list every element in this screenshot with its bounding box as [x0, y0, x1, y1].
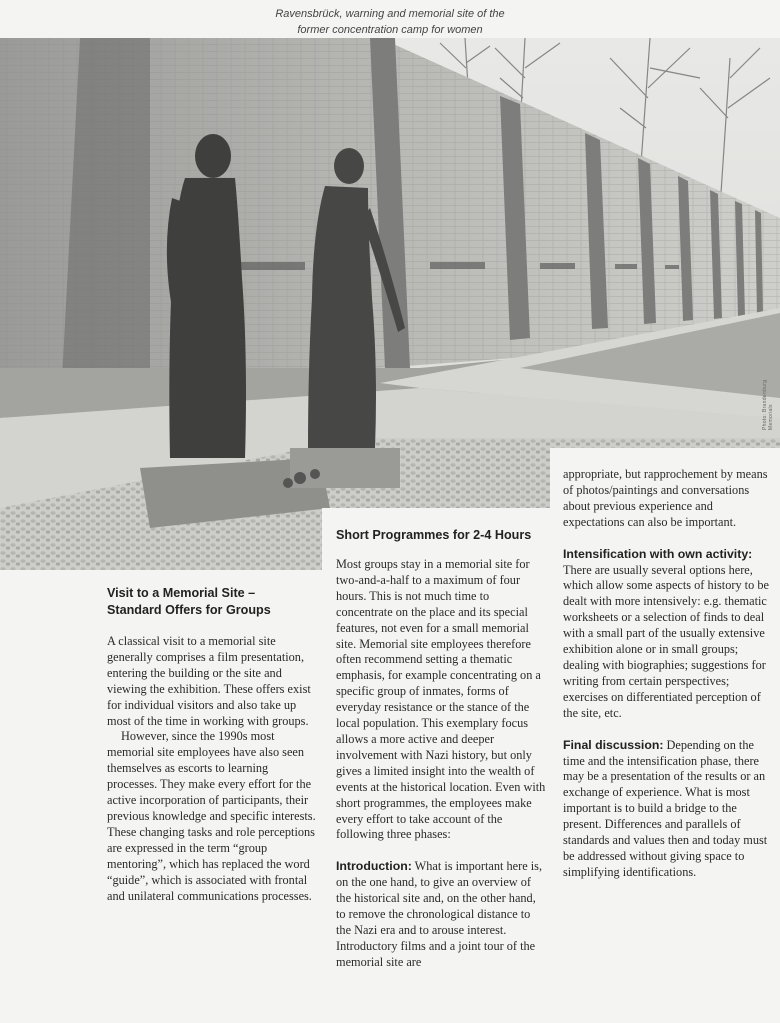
final-discussion-lead: Final discussion:	[563, 737, 664, 752]
column-2-introduction	[336, 859, 548, 970]
column-1-paragraph-2: However, since the 1990s most memorial site employees have also seen themselves as escorts to learning processes. They make every effort for the active incorporation of participants, their previous knowledge and specific interests. These changing tasks and role perceptions are expressed in the term “group mentoring”, which has replaced the word “guide”, which is associated with frontal and unilateral communications processes.	[107, 729, 316, 903]
column-2-heading: Short Programmes for 2-4 Hours	[336, 528, 532, 542]
final-discussion-text: Depending on the time and the intensification phase, there may be a presentation of the results or an exchange of experience. What is most important is to build a bridge to the present. Differences and parallels of standards and values then and today must be addressed without giving space to simplifying identifications.	[563, 737, 768, 879]
column-3-intensification	[563, 547, 776, 722]
column-1-heading-line-1: Visit to a Memorial Site –	[107, 586, 256, 600]
column-1	[107, 585, 319, 904]
column-3	[563, 467, 776, 881]
column-2	[336, 557, 548, 971]
intensification-text: There are usually several options here, which allow some aspects of history to be dealt with more intensively: e.g. thematic worksheets or a selection of finds to deal with a small part of the usually extensive exhibition alone or in small groups; dealing with biographies; suggestions for writing from certain perspectives; exercises on differentiated perception of the site, etc.	[563, 562, 769, 720]
introduction-lead: Introduction:	[336, 859, 412, 874]
caption-line-1: Ravensbrück, warning and memorial site of the	[275, 8, 505, 20]
intensification-lead: Intensification with own activity:	[563, 546, 753, 561]
column-3-continued: appropriate, but rapprochement by means of photos/paintings and conversations about previous experience and expectations can also be important.	[563, 467, 768, 529]
introduction-text: What is important here is, on the one hand, to give an overview of the historical site and, on the other hand, to remove the chronological distance to the Nazi era and to arouse interest. Introductory films and a joint tour of the memorial site are	[336, 859, 543, 969]
photo-caption	[0, 6, 780, 38]
photo-credit: Photo: Brandenburg Memorials	[762, 379, 774, 430]
column-2-paragraph-1: Most groups stay in a memorial site for two-and-a-half to a maximum of four hours. This is not much time to concentrate on the place and its special features, not even for a small memorial site. Memorial site employees therefore often recommend setting a thematic emphasis, for example concentrating on a specific group of inmates, forms of everyday resistance or the stance of the local population. This exemplary focus allows a more active and deeper involvement with Nazi history, but only gives a limited insight into the wealth of events at the historical location. Even with short programmes, the employees make every effort to take account of the following three phases:	[336, 557, 546, 842]
column-1-heading-line-2: Standard Offers for Groups	[107, 603, 271, 617]
column-1-paragraph-1: A classical visit to a memorial site generally comprises a film presentation, entering the building or the site and viewing the exhibition. These offers exist for individual visitors and also take up most of the time in working with groups.	[107, 634, 311, 728]
caption-line-2: former concentration camp for women	[297, 24, 483, 36]
column-3-final-discussion	[563, 738, 776, 881]
